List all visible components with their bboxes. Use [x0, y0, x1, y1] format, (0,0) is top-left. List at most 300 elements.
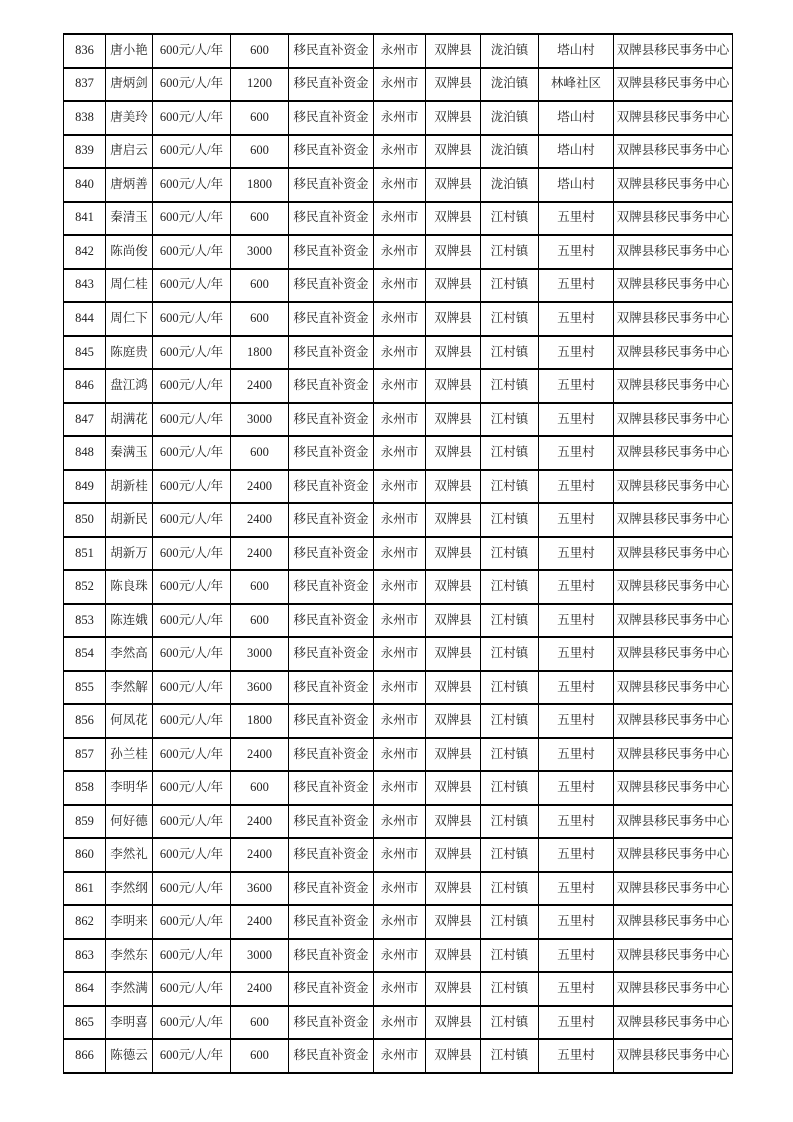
- cell-town: 泷泊镇: [481, 101, 539, 135]
- cell-county: 双牌县: [426, 34, 481, 68]
- cell-city: 永州市: [374, 972, 426, 1006]
- cell-agency: 双牌县移民事务中心: [614, 369, 733, 403]
- cell-amount: 2400: [231, 805, 289, 839]
- cell-id: 863: [64, 939, 106, 973]
- cell-standard: 600元/人/年: [153, 68, 231, 102]
- cell-agency: 双牌县移民事务中心: [614, 738, 733, 772]
- cell-county: 双牌县: [426, 135, 481, 169]
- cell-standard: 600元/人/年: [153, 570, 231, 604]
- cell-town: 江村镇: [481, 972, 539, 1006]
- cell-amount: 2400: [231, 503, 289, 537]
- table-row: [64, 403, 733, 437]
- cell-agency: 双牌县移民事务中心: [614, 436, 733, 470]
- cell-city: 永州市: [374, 637, 426, 671]
- table-row: [64, 436, 733, 470]
- cell-fund: 移民直补资金: [289, 905, 374, 939]
- cell-id: 838: [64, 101, 106, 135]
- cell-standard: 600元/人/年: [153, 336, 231, 370]
- cell-city: 永州市: [374, 302, 426, 336]
- cell-name: 李然解: [106, 671, 153, 705]
- cell-id: 842: [64, 235, 106, 269]
- cell-id: 857: [64, 738, 106, 772]
- cell-town: 江村镇: [481, 336, 539, 370]
- cell-county: 双牌县: [426, 570, 481, 604]
- cell-fund: 移民直补资金: [289, 704, 374, 738]
- cell-name: 唐炳善: [106, 168, 153, 202]
- cell-agency: 双牌县移民事务中心: [614, 771, 733, 805]
- cell-standard: 600元/人/年: [153, 704, 231, 738]
- cell-fund: 移民直补资金: [289, 101, 374, 135]
- cell-town: 江村镇: [481, 704, 539, 738]
- cell-name: 盘江鸿: [106, 369, 153, 403]
- cell-amount: 3600: [231, 872, 289, 906]
- cell-county: 双牌县: [426, 637, 481, 671]
- cell-standard: 600元/人/年: [153, 168, 231, 202]
- table-row: [64, 1006, 733, 1040]
- cell-amount: 2400: [231, 738, 289, 772]
- cell-fund: 移民直补资金: [289, 872, 374, 906]
- table-row: [64, 972, 733, 1006]
- cell-village: 五里村: [539, 336, 614, 370]
- cell-city: 永州市: [374, 671, 426, 705]
- cell-county: 双牌县: [426, 671, 481, 705]
- cell-town: 江村镇: [481, 403, 539, 437]
- cell-amount: 3000: [231, 939, 289, 973]
- cell-city: 永州市: [374, 570, 426, 604]
- table-row: [64, 637, 733, 671]
- cell-standard: 600元/人/年: [153, 202, 231, 236]
- cell-id: 861: [64, 872, 106, 906]
- cell-id: 846: [64, 369, 106, 403]
- table-row: [64, 135, 733, 169]
- cell-amount: 2400: [231, 838, 289, 872]
- cell-agency: 双牌县移民事务中心: [614, 470, 733, 504]
- table-row: [64, 537, 733, 571]
- cell-village: 五里村: [539, 704, 614, 738]
- cell-name: 胡新万: [106, 537, 153, 571]
- cell-agency: 双牌县移民事务中心: [614, 68, 733, 102]
- cell-standard: 600元/人/年: [153, 369, 231, 403]
- cell-fund: 移民直补资金: [289, 202, 374, 236]
- cell-name: 孙兰桂: [106, 738, 153, 772]
- cell-name: 何凤花: [106, 704, 153, 738]
- table-row: [64, 1039, 733, 1073]
- cell-id: 862: [64, 905, 106, 939]
- table-row: [64, 671, 733, 705]
- cell-fund: 移民直补资金: [289, 436, 374, 470]
- cell-town: 泷泊镇: [481, 34, 539, 68]
- cell-fund: 移民直补资金: [289, 771, 374, 805]
- cell-name: 李然高: [106, 637, 153, 671]
- cell-name: 秦满玉: [106, 436, 153, 470]
- cell-county: 双牌县: [426, 470, 481, 504]
- cell-town: 江村镇: [481, 939, 539, 973]
- cell-village: 五里村: [539, 972, 614, 1006]
- cell-name: 周仁下: [106, 302, 153, 336]
- cell-amount: 2400: [231, 905, 289, 939]
- cell-county: 双牌县: [426, 905, 481, 939]
- cell-city: 永州市: [374, 34, 426, 68]
- cell-city: 永州市: [374, 738, 426, 772]
- cell-agency: 双牌县移民事务中心: [614, 805, 733, 839]
- cell-town: 江村镇: [481, 369, 539, 403]
- table-row: [64, 269, 733, 303]
- table-row: [64, 470, 733, 504]
- cell-fund: 移民直补资金: [289, 168, 374, 202]
- cell-amount: 600: [231, 436, 289, 470]
- cell-fund: 移民直补资金: [289, 570, 374, 604]
- cell-fund: 移民直补资金: [289, 68, 374, 102]
- cell-village: 五里村: [539, 436, 614, 470]
- cell-city: 永州市: [374, 336, 426, 370]
- cell-county: 双牌县: [426, 604, 481, 638]
- cell-village: 五里村: [539, 838, 614, 872]
- cell-amount: 600: [231, 101, 289, 135]
- cell-name: 胡满花: [106, 403, 153, 437]
- cell-agency: 双牌县移民事务中心: [614, 972, 733, 1006]
- cell-town: 江村镇: [481, 1006, 539, 1040]
- cell-village: 五里村: [539, 1006, 614, 1040]
- table-row: [64, 336, 733, 370]
- cell-agency: 双牌县移民事务中心: [614, 604, 733, 638]
- cell-standard: 600元/人/年: [153, 939, 231, 973]
- cell-standard: 600元/人/年: [153, 135, 231, 169]
- cell-agency: 双牌县移民事务中心: [614, 905, 733, 939]
- cell-city: 永州市: [374, 470, 426, 504]
- cell-village: 五里村: [539, 604, 614, 638]
- cell-county: 双牌县: [426, 403, 481, 437]
- cell-standard: 600元/人/年: [153, 269, 231, 303]
- cell-county: 双牌县: [426, 537, 481, 571]
- cell-town: 江村镇: [481, 1039, 539, 1073]
- cell-city: 永州市: [374, 235, 426, 269]
- cell-standard: 600元/人/年: [153, 436, 231, 470]
- cell-village: 五里村: [539, 503, 614, 537]
- cell-id: 859: [64, 805, 106, 839]
- cell-city: 永州市: [374, 704, 426, 738]
- cell-agency: 双牌县移民事务中心: [614, 537, 733, 571]
- cell-town: 江村镇: [481, 302, 539, 336]
- cell-agency: 双牌县移民事务中心: [614, 269, 733, 303]
- cell-village: 五里村: [539, 872, 614, 906]
- cell-amount: 2400: [231, 537, 289, 571]
- cell-fund: 移民直补资金: [289, 805, 374, 839]
- cell-agency: 双牌县移民事务中心: [614, 939, 733, 973]
- cell-id: 860: [64, 838, 106, 872]
- cell-standard: 600元/人/年: [153, 537, 231, 571]
- cell-village: 五里村: [539, 637, 614, 671]
- cell-name: 何好德: [106, 805, 153, 839]
- cell-village: 五里村: [539, 202, 614, 236]
- cell-name: 陈连娥: [106, 604, 153, 638]
- cell-town: 泷泊镇: [481, 135, 539, 169]
- cell-name: 陈良珠: [106, 570, 153, 604]
- cell-agency: 双牌县移民事务中心: [614, 503, 733, 537]
- table-row: [64, 604, 733, 638]
- cell-standard: 600元/人/年: [153, 302, 231, 336]
- cell-id: 841: [64, 202, 106, 236]
- cell-amount: 600: [231, 269, 289, 303]
- cell-agency: 双牌县移民事务中心: [614, 1006, 733, 1040]
- cell-name: 李然东: [106, 939, 153, 973]
- cell-city: 永州市: [374, 503, 426, 537]
- table-row: [64, 570, 733, 604]
- table-row: [64, 872, 733, 906]
- cell-id: 843: [64, 269, 106, 303]
- cell-id: 845: [64, 336, 106, 370]
- cell-village: 五里村: [539, 470, 614, 504]
- cell-city: 永州市: [374, 436, 426, 470]
- cell-amount: 2400: [231, 972, 289, 1006]
- table-row: [64, 101, 733, 135]
- cell-amount: 600: [231, 302, 289, 336]
- cell-village: 五里村: [539, 570, 614, 604]
- cell-town: 江村镇: [481, 805, 539, 839]
- cell-amount: 2400: [231, 369, 289, 403]
- cell-id: 844: [64, 302, 106, 336]
- cell-county: 双牌县: [426, 738, 481, 772]
- cell-county: 双牌县: [426, 202, 481, 236]
- cell-fund: 移民直补资金: [289, 939, 374, 973]
- cell-amount: 600: [231, 202, 289, 236]
- cell-village: 五里村: [539, 369, 614, 403]
- cell-name: 李明华: [106, 771, 153, 805]
- cell-county: 双牌县: [426, 235, 481, 269]
- cell-county: 双牌县: [426, 503, 481, 537]
- cell-city: 永州市: [374, 771, 426, 805]
- cell-id: 854: [64, 637, 106, 671]
- cell-agency: 双牌县移民事务中心: [614, 235, 733, 269]
- cell-city: 永州市: [374, 838, 426, 872]
- cell-name: 李然礼: [106, 838, 153, 872]
- cell-id: 840: [64, 168, 106, 202]
- table-row: [64, 805, 733, 839]
- cell-town: 江村镇: [481, 202, 539, 236]
- cell-city: 永州市: [374, 269, 426, 303]
- cell-standard: 600元/人/年: [153, 403, 231, 437]
- cell-agency: 双牌县移民事务中心: [614, 1039, 733, 1073]
- cell-village: 五里村: [539, 1039, 614, 1073]
- cell-village: 塔山村: [539, 135, 614, 169]
- cell-agency: 双牌县移民事务中心: [614, 403, 733, 437]
- cell-fund: 移民直补资金: [289, 671, 374, 705]
- cell-amount: 600: [231, 771, 289, 805]
- cell-amount: 3000: [231, 637, 289, 671]
- table-row: [64, 939, 733, 973]
- cell-amount: 600: [231, 34, 289, 68]
- cell-village: 五里村: [539, 738, 614, 772]
- cell-town: 江村镇: [481, 269, 539, 303]
- cell-town: 江村镇: [481, 436, 539, 470]
- cell-standard: 600元/人/年: [153, 805, 231, 839]
- cell-id: 836: [64, 34, 106, 68]
- cell-city: 永州市: [374, 872, 426, 906]
- cell-city: 永州市: [374, 805, 426, 839]
- cell-name: 陈庭贵: [106, 336, 153, 370]
- cell-fund: 移民直补资金: [289, 1006, 374, 1040]
- cell-city: 永州市: [374, 68, 426, 102]
- cell-county: 双牌县: [426, 302, 481, 336]
- table-row: [64, 34, 733, 68]
- cell-agency: 双牌县移民事务中心: [614, 34, 733, 68]
- cell-agency: 双牌县移民事务中心: [614, 671, 733, 705]
- cell-standard: 600元/人/年: [153, 771, 231, 805]
- cell-fund: 移民直补资金: [289, 604, 374, 638]
- cell-name: 陈尚俊: [106, 235, 153, 269]
- cell-village: 五里村: [539, 771, 614, 805]
- subsidy-table: [63, 33, 733, 1074]
- cell-standard: 600元/人/年: [153, 1039, 231, 1073]
- cell-agency: 双牌县移民事务中心: [614, 637, 733, 671]
- cell-city: 永州市: [374, 202, 426, 236]
- table-row: [64, 738, 733, 772]
- table-row: [64, 704, 733, 738]
- cell-city: 永州市: [374, 939, 426, 973]
- cell-county: 双牌县: [426, 1039, 481, 1073]
- cell-standard: 600元/人/年: [153, 838, 231, 872]
- cell-agency: 双牌县移民事务中心: [614, 872, 733, 906]
- cell-county: 双牌县: [426, 336, 481, 370]
- cell-amount: 600: [231, 604, 289, 638]
- cell-id: 855: [64, 671, 106, 705]
- cell-city: 永州市: [374, 101, 426, 135]
- cell-fund: 移民直补资金: [289, 637, 374, 671]
- cell-village: 五里村: [539, 805, 614, 839]
- cell-amount: 600: [231, 1006, 289, 1040]
- cell-standard: 600元/人/年: [153, 905, 231, 939]
- cell-agency: 双牌县移民事务中心: [614, 336, 733, 370]
- cell-name: 李明喜: [106, 1006, 153, 1040]
- cell-standard: 600元/人/年: [153, 503, 231, 537]
- cell-city: 永州市: [374, 369, 426, 403]
- cell-city: 永州市: [374, 403, 426, 437]
- cell-fund: 移民直补资金: [289, 269, 374, 303]
- cell-id: 839: [64, 135, 106, 169]
- cell-village: 塔山村: [539, 34, 614, 68]
- cell-name: 胡新民: [106, 503, 153, 537]
- cell-town: 江村镇: [481, 872, 539, 906]
- cell-id: 865: [64, 1006, 106, 1040]
- cell-city: 永州市: [374, 135, 426, 169]
- cell-county: 双牌县: [426, 838, 481, 872]
- cell-name: 唐炳剑: [106, 68, 153, 102]
- cell-village: 塔山村: [539, 101, 614, 135]
- cell-id: 851: [64, 537, 106, 571]
- cell-amount: 3000: [231, 403, 289, 437]
- cell-name: 唐小艳: [106, 34, 153, 68]
- cell-county: 双牌县: [426, 872, 481, 906]
- cell-fund: 移民直补资金: [289, 972, 374, 1006]
- cell-town: 泷泊镇: [481, 168, 539, 202]
- cell-standard: 600元/人/年: [153, 235, 231, 269]
- cell-id: 849: [64, 470, 106, 504]
- cell-amount: 3600: [231, 671, 289, 705]
- cell-amount: 600: [231, 1039, 289, 1073]
- cell-fund: 移民直补资金: [289, 503, 374, 537]
- cell-village: 五里村: [539, 671, 614, 705]
- cell-id: 847: [64, 403, 106, 437]
- cell-name: 唐启云: [106, 135, 153, 169]
- cell-fund: 移民直补资金: [289, 1039, 374, 1073]
- cell-village: 五里村: [539, 403, 614, 437]
- cell-id: 852: [64, 570, 106, 604]
- cell-fund: 移民直补资金: [289, 336, 374, 370]
- cell-standard: 600元/人/年: [153, 101, 231, 135]
- cell-county: 双牌县: [426, 436, 481, 470]
- cell-county: 双牌县: [426, 68, 481, 102]
- cell-town: 江村镇: [481, 570, 539, 604]
- cell-village: 林峰社区: [539, 68, 614, 102]
- cell-county: 双牌县: [426, 939, 481, 973]
- cell-village: 五里村: [539, 905, 614, 939]
- cell-standard: 600元/人/年: [153, 34, 231, 68]
- cell-name: 李明来: [106, 905, 153, 939]
- cell-town: 江村镇: [481, 671, 539, 705]
- cell-village: 五里村: [539, 537, 614, 571]
- cell-town: 江村镇: [481, 537, 539, 571]
- cell-county: 双牌县: [426, 269, 481, 303]
- cell-fund: 移民直补资金: [289, 135, 374, 169]
- cell-standard: 600元/人/年: [153, 738, 231, 772]
- cell-town: 江村镇: [481, 771, 539, 805]
- cell-agency: 双牌县移民事务中心: [614, 202, 733, 236]
- cell-amount: 1800: [231, 704, 289, 738]
- table-row: [64, 68, 733, 102]
- cell-standard: 600元/人/年: [153, 604, 231, 638]
- cell-standard: 600元/人/年: [153, 470, 231, 504]
- cell-agency: 双牌县移民事务中心: [614, 704, 733, 738]
- cell-agency: 双牌县移民事务中心: [614, 838, 733, 872]
- cell-village: 塔山村: [539, 168, 614, 202]
- table-body: [64, 34, 733, 1073]
- cell-id: 858: [64, 771, 106, 805]
- cell-fund: 移民直补资金: [289, 235, 374, 269]
- cell-fund: 移民直补资金: [289, 537, 374, 571]
- table-row: [64, 503, 733, 537]
- cell-agency: 双牌县移民事务中心: [614, 101, 733, 135]
- cell-name: 唐美玲: [106, 101, 153, 135]
- cell-agency: 双牌县移民事务中心: [614, 302, 733, 336]
- cell-town: 江村镇: [481, 470, 539, 504]
- cell-name: 李然满: [106, 972, 153, 1006]
- cell-name: 陈德云: [106, 1039, 153, 1073]
- cell-name: 周仁桂: [106, 269, 153, 303]
- cell-fund: 移民直补资金: [289, 838, 374, 872]
- cell-standard: 600元/人/年: [153, 637, 231, 671]
- cell-standard: 600元/人/年: [153, 972, 231, 1006]
- cell-name: 胡新桂: [106, 470, 153, 504]
- cell-city: 永州市: [374, 905, 426, 939]
- table-row: [64, 202, 733, 236]
- cell-city: 永州市: [374, 604, 426, 638]
- cell-village: 五里村: [539, 302, 614, 336]
- cell-fund: 移民直补资金: [289, 302, 374, 336]
- cell-county: 双牌县: [426, 1006, 481, 1040]
- cell-id: 848: [64, 436, 106, 470]
- cell-town: 泷泊镇: [481, 68, 539, 102]
- cell-city: 永州市: [374, 537, 426, 571]
- cell-village: 五里村: [539, 939, 614, 973]
- cell-town: 江村镇: [481, 503, 539, 537]
- cell-town: 江村镇: [481, 905, 539, 939]
- cell-fund: 移民直补资金: [289, 34, 374, 68]
- cell-id: 853: [64, 604, 106, 638]
- cell-town: 江村镇: [481, 604, 539, 638]
- cell-county: 双牌县: [426, 805, 481, 839]
- cell-amount: 600: [231, 570, 289, 604]
- cell-city: 永州市: [374, 1039, 426, 1073]
- cell-name: 秦清玉: [106, 202, 153, 236]
